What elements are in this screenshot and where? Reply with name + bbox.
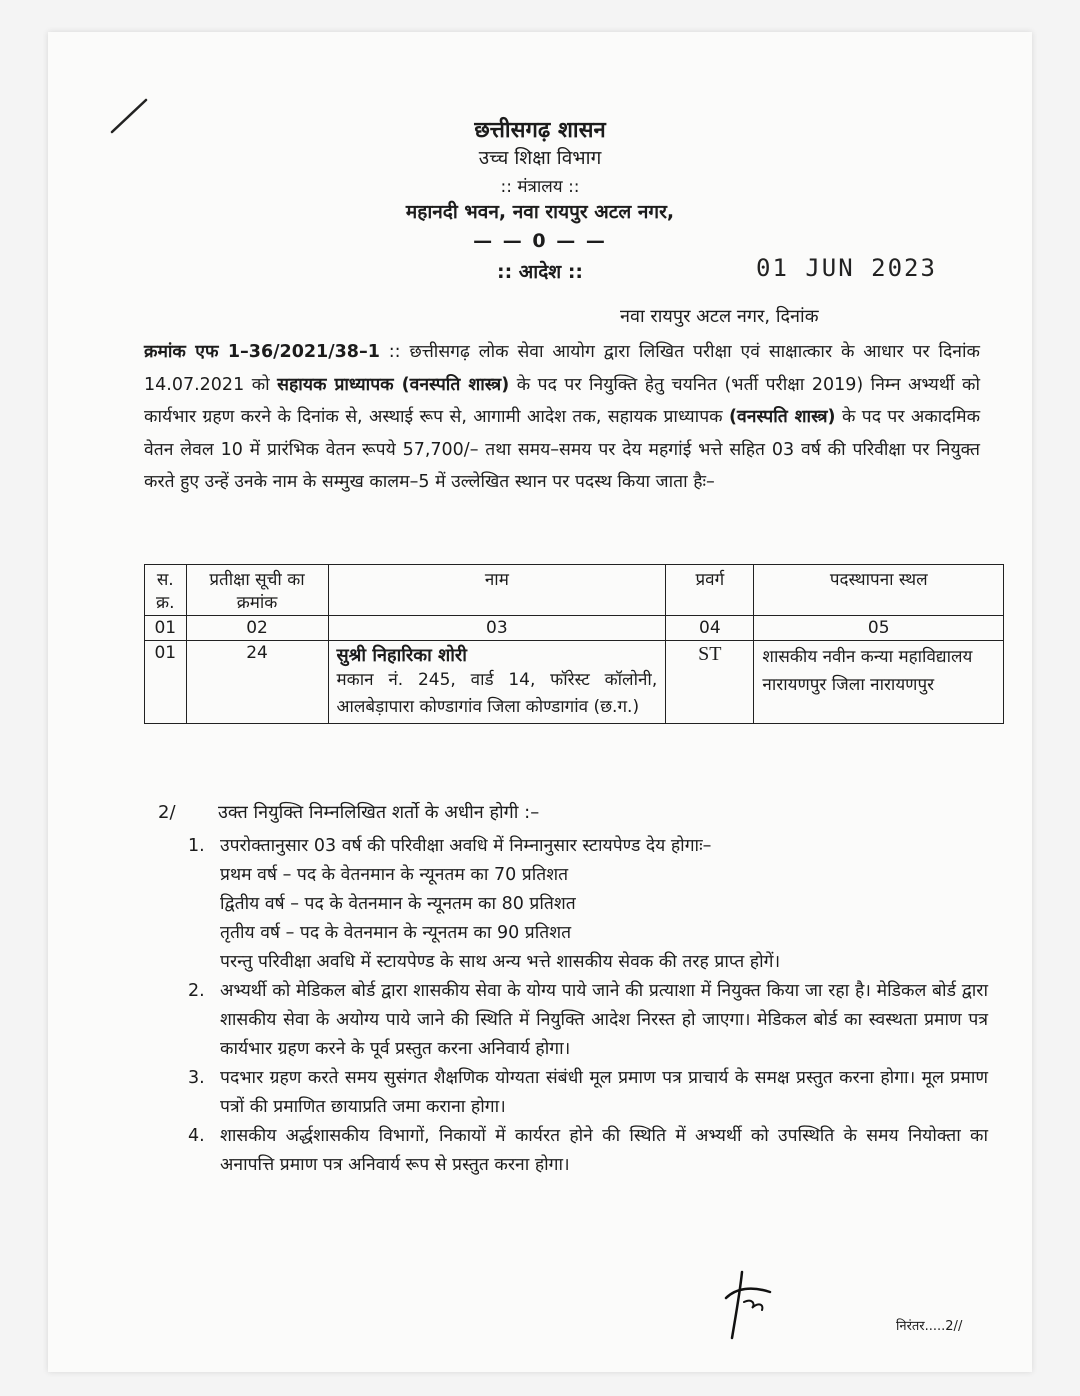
subject-name: (वनस्पति शास्त्र) (729, 407, 836, 427)
condition-number: 3. (188, 1068, 205, 1088)
table-header-row (145, 565, 1004, 616)
post-name: सहायक प्राध्यापक (वनस्पति शास्त्र) (277, 374, 510, 395)
para-text-3: के पद पर अकादमिक वेतन लेवल 10 में प्रारंभिक वेतन रूपये 57,700/– तथा समय–समय पर देय महगांई भत्ते सहित 03 वर्ष की परिवीक्षा पर नियुक्त करते हुए उन्हें उनके नाम के सम्मुख कालम–5 में उल्लेखित स्थान पर पदस्थ किया जाता हैः– (144, 407, 981, 492)
row-sno: 01 (145, 641, 187, 724)
condition-text: उपरोक्तानुसार 03 वर्ष की परिवीक्षा अवधि में निम्नानुसार स्टायपेण्ड देय होगाः– (220, 836, 712, 856)
row-waitlist-no: 24 (186, 641, 328, 724)
table-row (145, 641, 1004, 724)
conditions-list (188, 832, 988, 1180)
place-date-line: नवा रायपुर अटल नगर, दिनांक (620, 306, 819, 327)
table-colnum-row (145, 616, 1004, 641)
ministry-label: :: मंत्रालय :: (500, 177, 580, 197)
header-waitlist: प्रतीक्षा सूची का क्रमांक (186, 565, 328, 616)
row-category: ST (666, 641, 754, 724)
section-2-number: 2/ (158, 802, 176, 823)
section-2-text: उक्त नियुक्ति निम्नलिखित शर्तो के अधीन होगी :– (218, 802, 540, 823)
condition-number: 1. (188, 836, 205, 856)
signature-icon (712, 1262, 782, 1342)
order-paragraph (144, 336, 980, 499)
candidate-address: मकान नं. 245, वार्ड 14, फॉरेस्ट कॉलोनी, आलबेड़ापारा कोण्डागांव जिला कोण्डागांव (छ.ग.) (336, 670, 658, 717)
list-item (188, 1064, 988, 1122)
header-name: नाम (328, 565, 666, 616)
document-page (48, 32, 1032, 1372)
header-sno: स. क्र. (145, 565, 187, 616)
department-name: उच्च शिक्षा विभाग (478, 147, 602, 169)
list-item (188, 832, 988, 977)
section-2-heading (158, 800, 539, 824)
continued-note: निरंतर.....2// (896, 1319, 963, 1334)
govt-title: छत्तीसगढ़ शासन (474, 118, 606, 143)
para-text-1: :: छत्तीसगढ़ लोक सेवा आयोग द्वारा लिखित परीक्षा एवं साक्षात्कार के आधार पर दिनांक 14.07.2021 को (144, 342, 980, 395)
row-name-cell (328, 641, 666, 724)
condition-tail: परन्तु परिवीक्षा अवधि में स्टायपेण्ड के साथ अन्य भत्ते शासकीय सेवक की तरह प्राप्त होगें। (220, 952, 781, 972)
para-text-2: के पद पर नियुक्ति हेतु चयनित (भर्ती परीक्षा 2019) निम्न अभ्यर्थी को कार्यभार ग्रहण करने के दिनांक से, अस्थाई रूप से, आगामी आदेश तक, सहायक प्राध्यापक (144, 374, 981, 427)
office-address: महानदी भवन, नवा रायपुर अटल नगर, (405, 201, 675, 223)
condition-number: 2. (188, 981, 205, 1001)
appointment-table (144, 564, 1004, 724)
stipend-year-2: द्वितीय वर्ष – पद के वेतनमान के न्यूनतम का 80 प्रतिशत (220, 894, 576, 914)
list-item (188, 977, 988, 1064)
stipend-year-1: प्रथम वर्ष – पद के वेतनमान के न्यूनतम का 70 प्रतिशत (220, 865, 569, 885)
col-number: 03 (328, 616, 666, 641)
header-category: प्रवर्ग (666, 565, 754, 616)
order-number: क्रमांक एफ 1–36/2021/38–1 (144, 342, 380, 362)
row-posting-place: शासकीय नवीन कन्या महाविद्यालय नारायणपुर जिला नारायणपुर (754, 641, 1004, 724)
stipend-year-3: तृतीय वर्ष – पद के वेतनमान के न्यूनतम का 90 प्रतिशत (220, 923, 572, 943)
candidate-name: सुश्री निहारिका शोरी (336, 645, 467, 666)
col-number: 05 (754, 616, 1004, 641)
header-posting: पदस्थापना स्थल (754, 565, 1004, 616)
condition-text: पदभार ग्रहण करते समय सुसंगत शैक्षणिक योग्यता संबंधी मूल प्रमाण पत्र प्राचार्य के समक्ष प्रस्तुत करना होगा। मूल प्रमाण पत्रों की प्रमाणित छायाप्रति जमा कराना होगा। (220, 1068, 988, 1117)
list-item (188, 1122, 988, 1180)
condition-number: 4. (188, 1126, 205, 1146)
order-heading: :: आदेश :: (496, 261, 584, 283)
header-separator: — — 0 — — (473, 230, 607, 252)
condition-text: अभ्यर्थी को मेडिकल बोर्ड द्वारा शासकीय सेवा के योग्य पाये जाने की प्रत्याशा में नियुक्त किया जा रहा है। मेडिकल बोर्ड द्वारा शासकीय सेवा के अयोग्य पाये जाने की स्थिति में नियुक्ति आदेश निरस्त हो जाएगा। मेडिकल बोर्ड का स्वस्थता प्रमाण पत्र कार्यभार ग्रहण करने के पूर्व प्रस्तुत करना अनिवार्य होगा। (220, 981, 988, 1059)
col-number: 01 (145, 616, 187, 641)
date-stamp: 01 JUN 2023 (756, 254, 937, 282)
col-number: 02 (186, 616, 328, 641)
condition-text: शासकीय अर्द्धशासकीय विभागों, निकायों में कार्यरत होने की स्थिति में अभ्यर्थी को उपस्थिति के समय नियोक्ता का अनापत्ति प्रमाण पत्र अनिवार्य रूप से प्रस्तुत करना होगा। (220, 1126, 988, 1175)
col-number: 04 (666, 616, 754, 641)
